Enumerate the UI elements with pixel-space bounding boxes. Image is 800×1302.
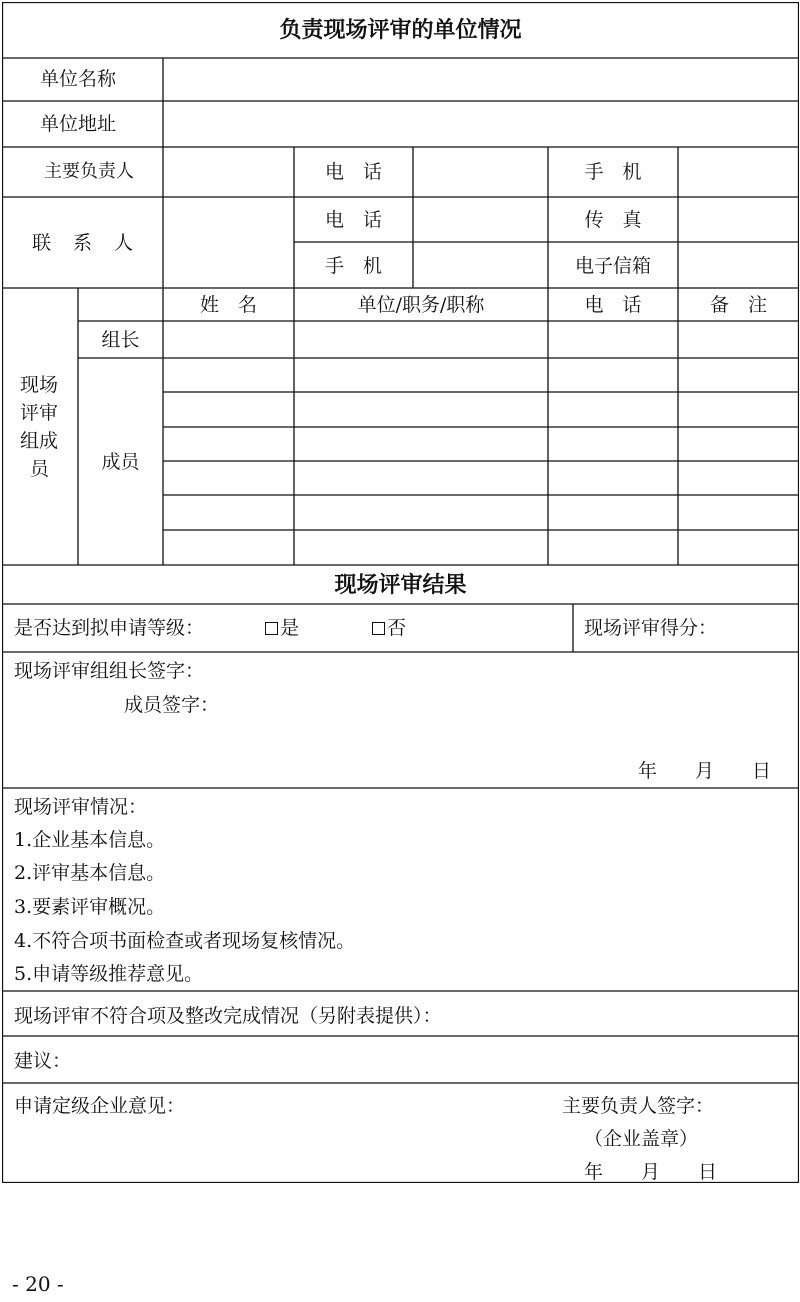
section2-title: 现场评审结果 — [334, 573, 467, 598]
principal-label: 主要负责人 — [44, 161, 134, 182]
principal-sign-label: 主要负责人签字： — [562, 1095, 715, 1117]
sign-date: 年 月 日 — [638, 760, 772, 782]
review-item-1: 1.企业基本信息。 — [14, 829, 166, 851]
enterprise-opinion-label: 申请定级企业意见： — [14, 1095, 186, 1117]
member-label: 成员 — [101, 451, 140, 473]
leader-label: 组长 — [101, 329, 140, 351]
team-label-line-2: 评审 — [20, 402, 59, 424]
suggestion-label: 建议： — [14, 1050, 72, 1072]
option-yes-label: 是 — [280, 617, 300, 639]
team-label-line-4: 员 — [30, 458, 50, 480]
option-yes[interactable] — [265, 619, 299, 638]
section1-title: 负责现场评审的单位情况 — [279, 18, 522, 43]
fax-label: 传 真 — [584, 209, 642, 231]
leader-sign-label: 现场评审组组长签字： — [14, 660, 205, 682]
nonconformity-label: 现场评审不符合项及整改完成情况（另附表提供）： — [14, 1005, 442, 1027]
opinion-date: 年 月 日 — [584, 1161, 718, 1183]
email-label: 电子信箱 — [574, 255, 651, 277]
level-question: 是否达到拟申请等级： — [14, 617, 205, 639]
review-item-4: 4.不符合项书面检查或者现场复核情况。 — [14, 930, 356, 952]
phone-label-2: 电 话 — [324, 209, 382, 231]
checkbox-yes[interactable] — [265, 622, 278, 635]
page-number: - 20 - — [12, 1272, 64, 1296]
member-sign-label: 成员签字： — [124, 694, 220, 716]
team-label-line-1: 现场 — [20, 374, 59, 396]
col-remark-header: 备 注 — [709, 294, 767, 316]
phone-label-1: 电 话 — [324, 161, 382, 183]
review-title: 现场评审情况： — [14, 796, 148, 818]
col-unit-header: 单位/职务/职称 — [357, 294, 485, 316]
review-form — [2, 2, 799, 1183]
checkbox-no[interactable] — [372, 622, 385, 635]
unit-address-label: 单位地址 — [40, 113, 117, 135]
review-item-5: 5.申请等级推荐意见。 — [14, 963, 204, 985]
col-name-header: 姓 名 — [199, 294, 257, 316]
unit-name-label: 单位名称 — [40, 68, 117, 90]
option-no[interactable] — [372, 619, 406, 638]
review-item-2: 2.评审基本信息。 — [14, 862, 166, 884]
contact-label: 联系人 — [31, 232, 155, 254]
score-label: 现场评审得分： — [584, 617, 718, 639]
col-phone-header: 电 话 — [584, 294, 642, 316]
team-label-line-3: 组成 — [20, 430, 59, 452]
seal-label: （企业盖章） — [584, 1128, 699, 1150]
mobile-label-2: 手 机 — [324, 255, 382, 277]
option-no-label: 否 — [387, 617, 407, 639]
mobile-label-1: 手 机 — [584, 161, 642, 183]
review-item-3: 3.要素评审概况。 — [14, 896, 166, 918]
